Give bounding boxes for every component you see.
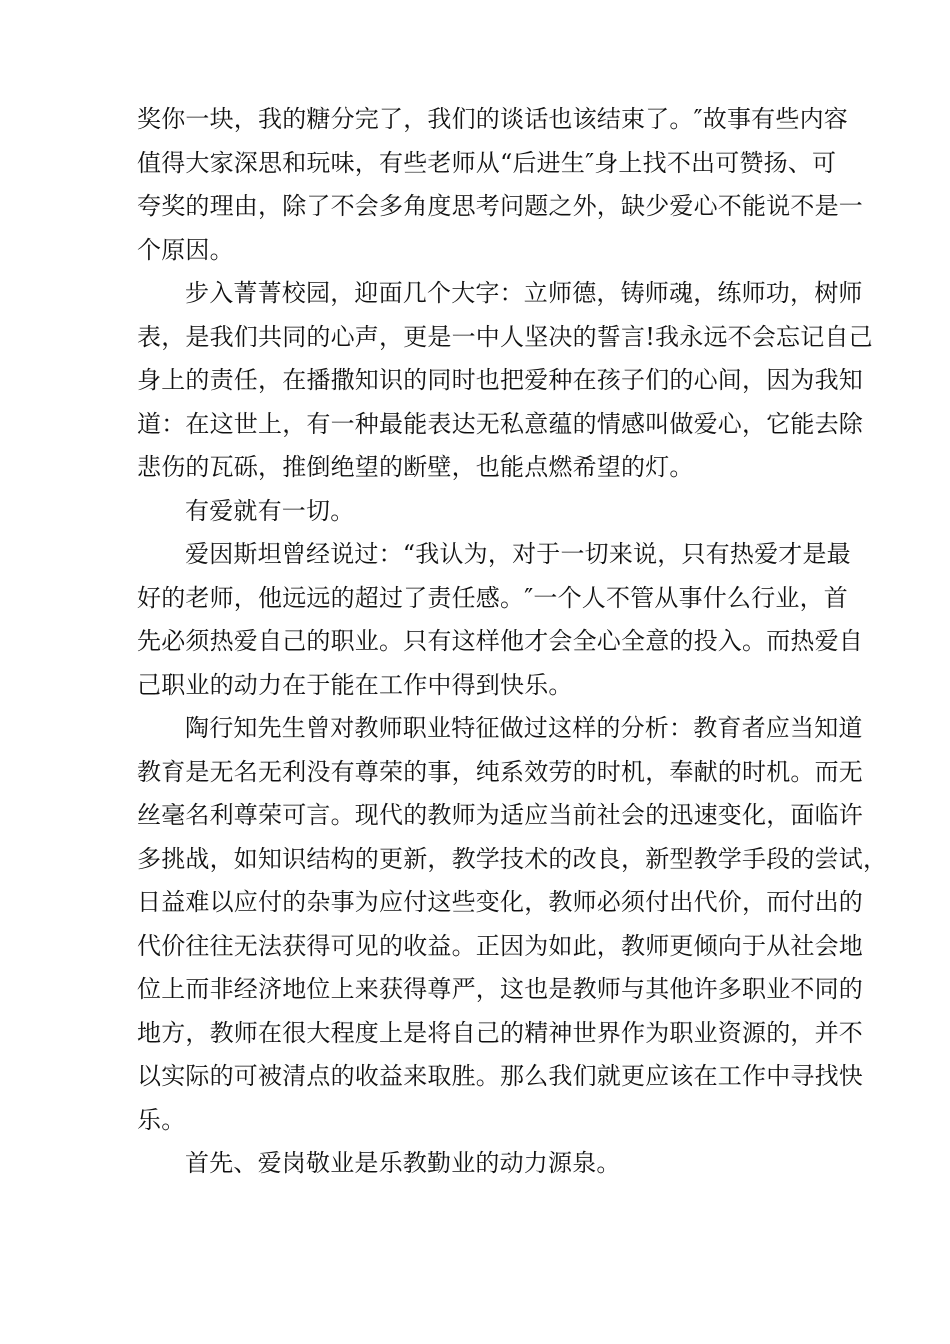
text-line: 值得大家深思和玩味，有些老师从“后进生″身上找不出可赞扬、可	[137, 148, 837, 177]
text-line: 身上的责任，在播撒知识的同时也把爱种在孩子们的心间，因为我知	[137, 366, 863, 394]
text-line: 位上而非经济地位上来获得尊严，这也是教师与其他许多职业不同的	[137, 975, 863, 1003]
text-line: 多挑战，如知识结构的更新，教学技术的改良，新型教学手段的尝试，	[137, 844, 888, 873]
document-body	[137, 98, 888, 1186]
text-line: 奖你一块，我的糖分完了，我们的谈话也该结束了。″故事有些内容	[137, 105, 848, 133]
text-line: 先必须热爱自己的职业。只有这样他才会全心全意的投入。而热爱自	[137, 627, 863, 655]
text-line: 夸奖的理由，除了不会多角度思考问题之外，缺少爱心不能说不是一	[137, 192, 863, 220]
text-line: 乐。	[137, 1105, 186, 1134]
text-line: 地方，教师在很大程度上是将自己的精神世界作为职业资源的，并不	[137, 1018, 863, 1047]
text-line: 道：在这世上，有一种最能表达无私意蕴的情感叫做爱心，它能去除	[137, 409, 863, 438]
text-line: 表，是我们共同的心声，更是一中人坚决的誓言!我永远不会忘记自己	[137, 322, 873, 351]
paragraph-first-line: 爱因斯坦曾经说过：“我认为，对于一切来说，只有热爱才是最	[185, 540, 851, 568]
text-line: 代价往往无法获得可见的收益。正因为如此，教师更倾向于从社会地	[137, 931, 863, 960]
paragraph-first-line: 有爱就有一切。	[185, 496, 355, 525]
text-line: 丝毫名利尊荣可言。现代的教师为适应当前社会的迅速变化，面临许	[137, 801, 863, 829]
text-line: 以实际的可被清点的收益来取胜。那么我们就更应该在工作中寻找快	[137, 1062, 863, 1090]
paragraph-first-line: 首先、爱岗敬业是乐教勤业的动力源泉。	[185, 1149, 621, 1177]
text-line: 好的老师，他远远的超过了责任感。″一个人不管从事什么行业，首	[137, 583, 848, 612]
paragraph-first-line: 陶行知先生曾对教师职业特征做过这样的分析：教育者应当知道	[185, 714, 863, 742]
text-line: 个原因。	[137, 235, 234, 264]
paragraph-first-line: 步入菁菁校园，迎面几个大字：立师德，铸师魂，练师功，树师	[185, 279, 863, 307]
text-line: 己职业的动力在于能在工作中得到快乐。	[137, 670, 573, 699]
text-line: 日益难以应付的杂事为应付这些变化，教师必须付出代价，而付出的	[137, 888, 863, 916]
text-line: 教育是无名无利没有尊荣的事，纯系效劳的时机，奉献的时机。而无	[137, 757, 863, 786]
text-line: 悲伤的瓦砾，推倒绝望的断壁，也能点燃希望的灯。	[137, 453, 694, 481]
